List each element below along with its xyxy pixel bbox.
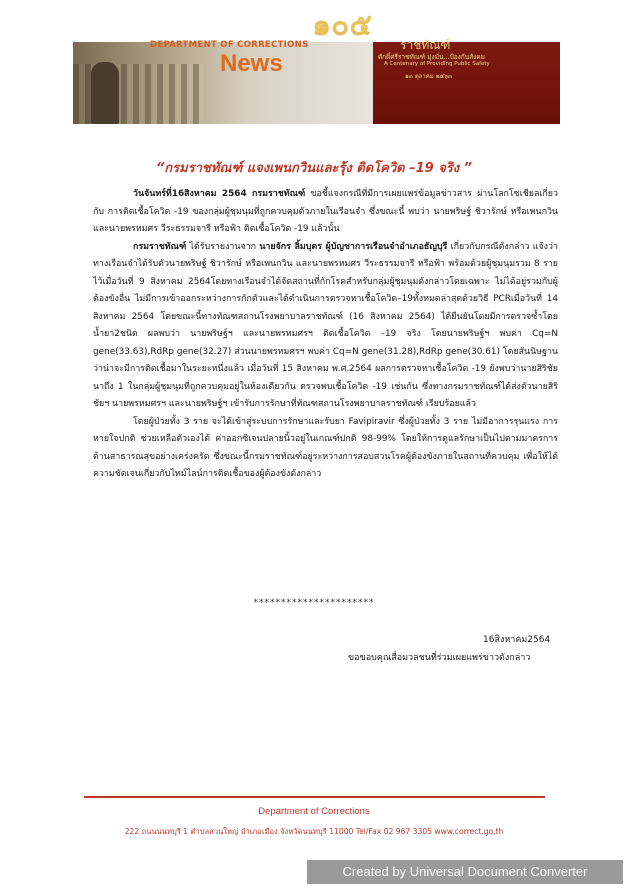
paragraph-1-text: ขอชี้แจงกรณีที่มีการเผยแพร่ข้อมูลข่าวสาร ผ่านโลกโซเชียลเกี่ยวกับ การติดเชื้อโควิด -19 ของกลุ่มผู้ชุมนุมที่ถูกควบคุมตัวภายในเรือนจำ ซึ่งขณะนี้ พบว่า นายพริษฐ์ ชิวารักษ์ หรือเพนกวิน และนายพรหมศร วีระธรรมจารี หรือฟ้า ติดเชื้อโควิด -19 แล้วนั้น bbox=[93, 189, 558, 234]
paragraph-2-official: นายจักร ลิ้มบุตร ผู้บัญชาการเรือนจำอำเภอธัญบุรี bbox=[259, 241, 448, 252]
paragraph-2-text-b: เกี่ยวกับกรณีดังกล่าว แจ้งว่า ทางเรือนจำได้รับตัวนายพริษฐ์ ชิวารักษ์ หรือเพนกวิน และนายพรหมศร วีระธรรมจารี หรือฟ้า พร้อมด้วยผู้ชุมนุมรวม 8 ราย ไว้เมื่อวันที่ 9 สิงหาคม 2564โดยทางเรือนจำได้จัดสถานที่กักโรคสำหรับกลุ่มผู้ชุมนุมดังกล่าวโดยเฉพาะ ไม่ได้อยู่รวมกับผู้ต้องขังอื่น ไม่มีการเข้าออกระหว่างการกักตัวและได้ดำเนินการตรวจหาเชื้อโควิด–19ทั้งหมดล่าสุดด้วยวิธี PCRเมื่อวันที่ 14 สิงหาคม 2564 โดยขณะนี้ทางทัณฑสถานโรงพยาบาลราชทัณฑ์ (16 สิงหาคม 2564) ได้ยืนยันโดยมีการตรวจซ้ำโดยน้ำยา2ชนิด ผลพบว่า นายพริษฐ์ฯ และนายพรหมศรฯ ติดเชื้อโควิด –19 จริง โดยนายพริษฐ์ฯ พบค่า Cq=N gene(33.63),RdRp gene(32.27) ส่วนนายพรหมศรฯ พบค่า Cq=N gene(31.28),RdRp gene(30.61) โดยสันนิษฐานว่าน่าจะมีการติดเชื้อมาในระยะหนึ่งแล้ว เมื่อวันที่ 15 สิงหาคม พ.ศ.2564 ผลการตรวจหาเชื้อโควิด -19 ยังพบว่านายสิริชัย นาถึง 1 ในกลุ่มผู้ชุมนุมที่ถูกควบคุมอยู่ในห้องเดียวกัน ตรวจพบเชื้อโควิด -19 เช่นกัน ซึ่งทางกรมราชทัณฑ์ได้ส่งตัวนายสิริชัยฯ นายพรหมศรฯ และนายพริษฐ์ฯ เข้ารับการรักษาที่ทัณฑสถานโรงพยาบาลราชทัณฑ์ เรียบร้อยแล้ว bbox=[93, 241, 558, 409]
anniversary-slogan: ศักดิ์ศรีราชทัณฑ์ มุ่งมั่น...ป้องกันสังคม bbox=[378, 53, 485, 61]
paragraph-1 bbox=[93, 186, 558, 239]
paragraph-1-lead: วันจันทร์ที่16สิงหาคม 2564 กรมราชทัณฑ์ bbox=[133, 189, 306, 199]
footer-org-name: Department of Corrections bbox=[258, 806, 370, 817]
footer-address: 222 ถนนนนทบุรี 1 ตำบลสวนใหญ่ อำเภอเมือง จังหวัดนนทบุรี 11000 Tel/Fax 02 967 3305 www.correct.go.th bbox=[124, 827, 504, 836]
anniversary-number: ๑๐๕ bbox=[312, 8, 373, 43]
anniversary-slogan-en: A Centenary of Providing Public Safety bbox=[384, 61, 490, 67]
separator-stars: ********************** bbox=[253, 598, 375, 608]
banner-news-text: News bbox=[220, 50, 283, 77]
statue-graphic bbox=[91, 62, 119, 124]
press-release-body bbox=[93, 186, 558, 484]
paragraph-3: โดยผู้ป่วยทั้ง 3 ราย จะได้เข้าสู่ระบบการรักษาและรับยา Favipiravir ซึ่งผู้ป่วยทั้ง 3 ราย ไม่มีอาการรุนแรง การหายใจปกติ ช่วยเหลือตัวเองได้ ค่าออกซิเจนปลายนิ้วอยู่ในเกณฑ์ปกติ 98-99% โดยให้การดูแลรักษาเป็นไปตามมาตรการด้านสาธารณสุขอย่างเคร่งครัด ซึ่งขณะนี้กรมราชทัณฑ์อยู่ระหว่างการสอบสวนโรคผู้ต้องขังภายในสถานที่ควบคุม เพื่อให้ได้ความชัดเจนเกี่ยวกับไทม์ไลน์การติดเชื้อของผู้ต้องขังดังกล่าว bbox=[93, 416, 558, 479]
release-date: 16สิงหาคม2564 bbox=[483, 635, 551, 645]
anniversary-ratchathan: ราชทัณฑ์ bbox=[400, 38, 451, 52]
anniversary-date: ๑๓ ตุลาคม ๒๕๖๓ bbox=[405, 73, 453, 80]
thanks-line: ขอขอบคุณสื่อมวลชนที่ร่วมเผยแพร่ข่าวดังกล่าว bbox=[348, 653, 531, 663]
converter-watermark: Created by Universal Document Converter bbox=[307, 860, 623, 884]
footer-divider bbox=[84, 796, 545, 798]
paragraph-2 bbox=[93, 239, 558, 414]
paragraph-2-lead: กรมราชทัณฑ์ bbox=[133, 241, 187, 252]
press-release-title: “กรมราชทัณฑ์ แจงเพนกวินและรุ้ง ติดโควิด –19 จริง ” bbox=[155, 161, 473, 176]
banner-dept-text: DEPARTMENT OF CORRECTIONS bbox=[150, 40, 309, 50]
paragraph-2-text-a: ได้รับรายงานจาก bbox=[186, 241, 260, 252]
header-banner bbox=[73, 42, 560, 124]
